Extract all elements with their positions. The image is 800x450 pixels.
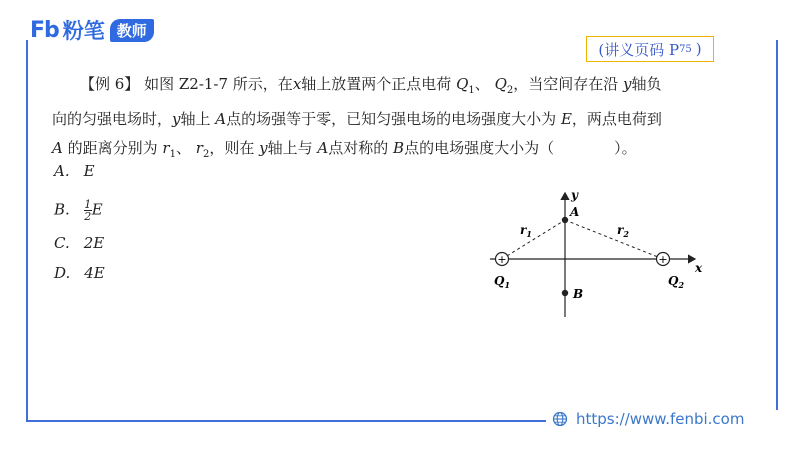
text: 轴负 — [631, 75, 662, 93]
var-y: y — [259, 139, 268, 157]
var-q1: Q — [456, 75, 469, 93]
var-a: A — [317, 139, 329, 157]
fenbi-logo — [30, 16, 154, 44]
handout-page-reference — [586, 36, 714, 62]
var-r2: r — [195, 139, 203, 157]
question-stem — [52, 70, 762, 169]
option-b[interactable] — [54, 199, 103, 222]
option-a[interactable] — [54, 162, 95, 180]
var-a: A — [52, 139, 63, 157]
text: 、 — [474, 75, 490, 93]
text: 如图 Z2-1-7 所示，在 — [139, 75, 293, 93]
option-c[interactable] — [54, 234, 104, 252]
logo-tag: 教师 — [110, 19, 154, 42]
sub: 1 — [468, 85, 475, 96]
logo-mark: Fb — [30, 17, 59, 43]
y-axis-label: y — [571, 188, 578, 202]
q2-label: $Q_2$ — [668, 274, 685, 290]
option-value: 2E — [83, 234, 105, 252]
option-letter: D. — [54, 264, 71, 282]
var-b: B — [393, 139, 405, 157]
reference-page-sub: 75 — [679, 43, 692, 55]
option-value: E — [91, 200, 103, 219]
text: 的距离分别为 — [67, 139, 158, 157]
var-x: x — [292, 75, 302, 93]
logo-text: 粉笔 — [62, 19, 105, 43]
footer-url-text[interactable]: https://www.fenbi.com — [576, 410, 745, 428]
var-r1: r — [162, 139, 170, 157]
text: ，两点电荷到 — [571, 110, 662, 128]
point-b-label: B — [573, 287, 584, 301]
charge-diagram — [485, 185, 715, 325]
r1-label: $r_1$ — [520, 223, 532, 239]
var-q2: Q — [494, 75, 507, 93]
r2-line — [565, 220, 663, 259]
point-a-dot — [562, 217, 568, 223]
option-d[interactable] — [54, 264, 105, 282]
question-line-1 — [52, 70, 762, 105]
text: 点对称的 — [328, 139, 389, 157]
q1-label: $Q_1$ — [494, 274, 511, 290]
text: 轴上放置两个正点电荷 — [301, 75, 452, 93]
option-letter: B. — [54, 200, 70, 219]
x-axis-label: x — [695, 261, 703, 275]
var-e: E — [560, 110, 572, 128]
charge-q1-sign: + — [497, 253, 507, 266]
point-a-label: A — [570, 205, 580, 219]
sub: 2 — [202, 149, 210, 160]
sub: 1 — [169, 149, 176, 160]
text: 轴上与 — [267, 139, 313, 157]
text: 轴上 — [180, 110, 211, 128]
option-letter: C. — [54, 234, 70, 252]
globe-icon — [552, 411, 568, 427]
fraction — [84, 199, 92, 222]
sub: 2 — [506, 85, 514, 96]
var-a: A — [215, 110, 227, 128]
option-value: 4E — [84, 264, 105, 282]
option-letter: A. — [54, 162, 70, 180]
fraction-numerator: 1 — [84, 198, 92, 211]
text: ，当空间存在沿 — [513, 75, 619, 93]
text: 点的场强等于零，已知匀强电场的电场强度大小为 — [226, 110, 557, 128]
question-line-2 — [52, 105, 762, 134]
frame-bottom-border — [26, 420, 546, 422]
text: ，则在 — [209, 139, 255, 157]
text: 点的电场强度大小为（ ）。 — [404, 139, 637, 157]
reference-close: ) — [695, 40, 702, 58]
reference-text: (讲义页码 P — [598, 40, 680, 59]
r1-line — [502, 220, 565, 259]
question-label: 【例 6】 — [80, 75, 140, 93]
frame-left-border — [26, 40, 28, 422]
charge-q2-sign: + — [658, 253, 668, 266]
var-y: y — [623, 75, 632, 93]
r2-label: $r_2$ — [617, 223, 629, 239]
point-b-dot — [562, 290, 568, 296]
text: 向的匀强电场时， — [52, 110, 173, 128]
text: 、 — [175, 139, 191, 157]
option-value: E — [83, 162, 95, 180]
question-line-3 — [52, 134, 762, 169]
frame-right-border — [776, 40, 778, 410]
var-y: y — [172, 110, 181, 128]
footer-url[interactable] — [552, 410, 744, 428]
fraction-denominator: 2 — [84, 210, 92, 223]
